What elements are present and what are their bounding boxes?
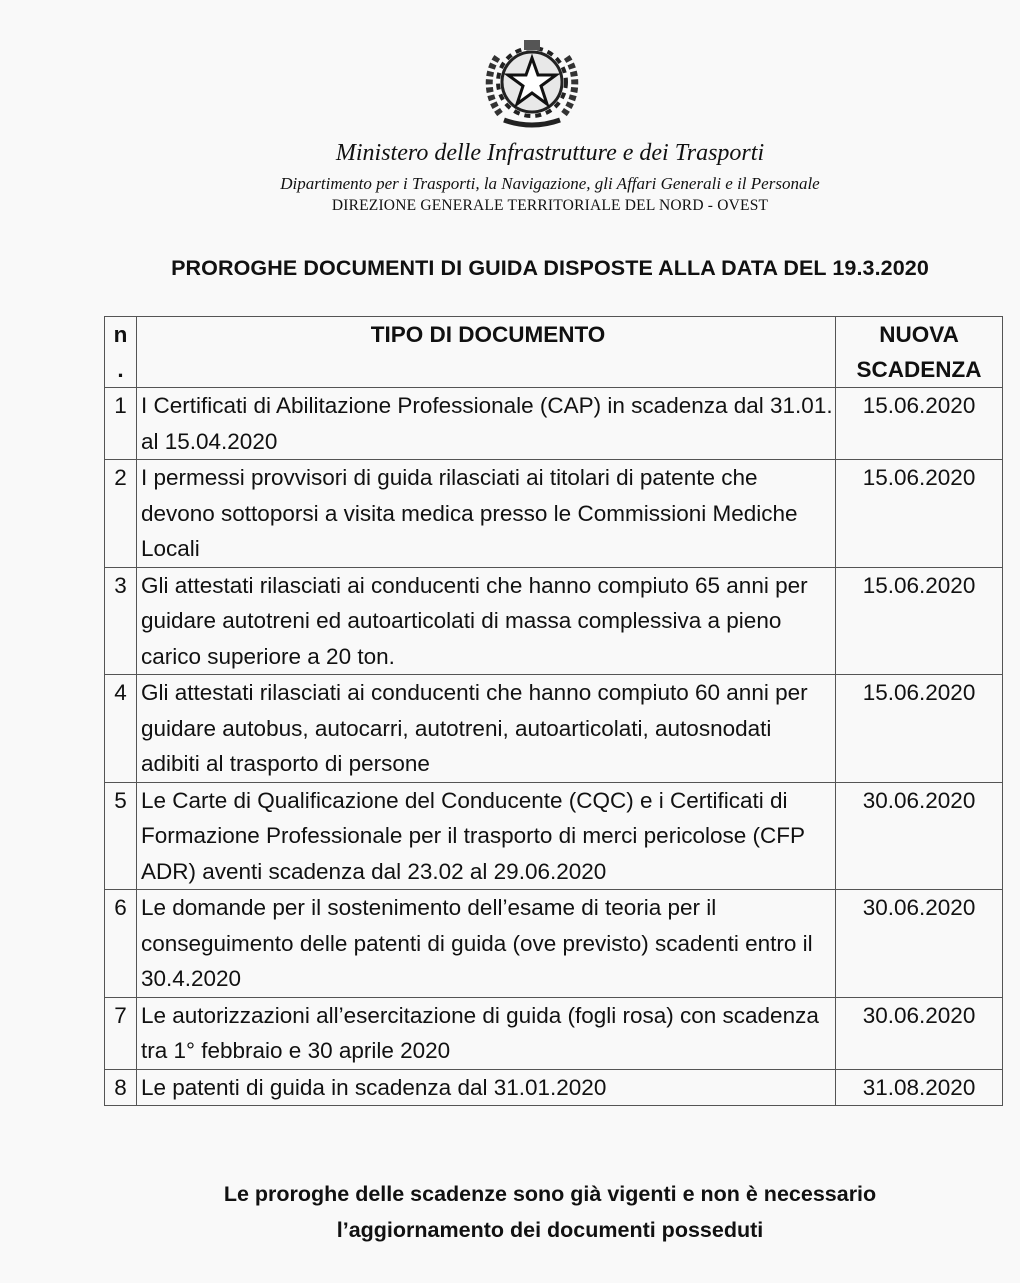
column-header-new-deadline-line2: SCADENZA xyxy=(856,357,982,382)
row-number: 3 xyxy=(105,567,137,675)
department-name: Dipartimento per i Trasporti, la Navigazione, gli Affari Generali e il Personale xyxy=(280,174,820,193)
table-row xyxy=(105,1069,1003,1106)
row-number: 1 xyxy=(105,388,137,460)
table-row xyxy=(105,890,1003,998)
row-number: 2 xyxy=(105,460,137,568)
column-header-new-deadline-line1: NUOVA xyxy=(879,322,959,347)
table-header-row xyxy=(105,317,1003,388)
row-deadline: 15.06.2020 xyxy=(836,567,1003,675)
footer-note xyxy=(0,1176,1020,1248)
table-row xyxy=(105,782,1003,890)
direction-name: DIREZIONE GENERALE TERRITORIALE DEL NORD - OVEST xyxy=(331,197,769,214)
row-deadline: 30.06.2020 xyxy=(836,782,1003,890)
row-deadline: 15.06.2020 xyxy=(836,675,1003,783)
row-document: Le domande per il sostenimento dell’esame di teoria per il conseguimento delle patenti di guida (ove previsto) scadenti entro il 30.4.2020 xyxy=(136,890,835,998)
table-row xyxy=(105,388,1003,460)
column-header-document-type: TIPO DI DOCUMENTO xyxy=(136,317,835,388)
row-number: 8 xyxy=(105,1069,137,1106)
column-header-n xyxy=(105,317,137,388)
table-row xyxy=(105,460,1003,568)
row-number: 6 xyxy=(105,890,137,998)
extensions-table xyxy=(104,316,1003,1106)
row-document: Le patenti di guida in scadenza dal 31.01.2020 xyxy=(136,1069,835,1106)
column-header-n-label: n xyxy=(113,322,128,347)
ministry-name: Ministero delle Infrastrutture e dei Trasporti xyxy=(335,140,765,166)
column-header-n-dot: . xyxy=(117,357,124,382)
row-document: Le autorizzazioni all’esercitazione di guida (fogli rosa) con scadenza tra 1° febbraio e 30 aprile 2020 xyxy=(136,997,835,1069)
footer-note-line2: l’aggiornamento dei documenti posseduti xyxy=(336,1218,764,1242)
row-document: I Certificati di Abilitazione Professionale (CAP) in scadenza dal 31.01. al 15.04.2020 xyxy=(136,388,835,460)
row-number: 5 xyxy=(105,782,137,890)
table-row xyxy=(105,997,1003,1069)
row-document: Gli attestati rilasciati ai conducenti che hanno compiuto 65 anni per guidare autotreni ed autoarticolati di massa complessiva a pieno carico superiore a 20 ton. xyxy=(136,567,835,675)
footer-note-line1: Le proroghe delle scadenze sono già vigenti e non è necessario xyxy=(223,1182,877,1206)
column-header-new-deadline xyxy=(836,317,1003,388)
row-document: I permessi provvisori di guida rilasciati ai titolari di patente che devono sottoporsi a visita medica presso le Commissioni Mediche Locali xyxy=(136,460,835,568)
page-title: PROROGHE DOCUMENTI DI GUIDA DISPOSTE ALLA DATA DEL 19.3.2020 xyxy=(171,256,929,280)
table-row xyxy=(105,567,1003,675)
italian-republic-emblem-icon xyxy=(480,34,584,134)
row-deadline: 15.06.2020 xyxy=(836,460,1003,568)
row-deadline: 31.08.2020 xyxy=(836,1069,1003,1106)
row-document: Le Carte di Qualificazione del Conducente (CQC) e i Certificati di Formazione Professionale per il trasporto di merci pericolose (CFP ADR) aventi scadenza dal 23.02 al 29.06.2020 xyxy=(136,782,835,890)
row-deadline: 30.06.2020 xyxy=(836,890,1003,998)
row-number: 4 xyxy=(105,675,137,783)
row-deadline: 15.06.2020 xyxy=(836,388,1003,460)
row-deadline: 30.06.2020 xyxy=(836,997,1003,1069)
row-number: 7 xyxy=(105,997,137,1069)
row-document: Gli attestati rilasciati ai conducenti che hanno compiuto 60 anni per guidare autobus, autocarri, autotreni, autoarticolati, autosnodati adibiti al trasporto di persone xyxy=(136,675,835,783)
table-row xyxy=(105,675,1003,783)
